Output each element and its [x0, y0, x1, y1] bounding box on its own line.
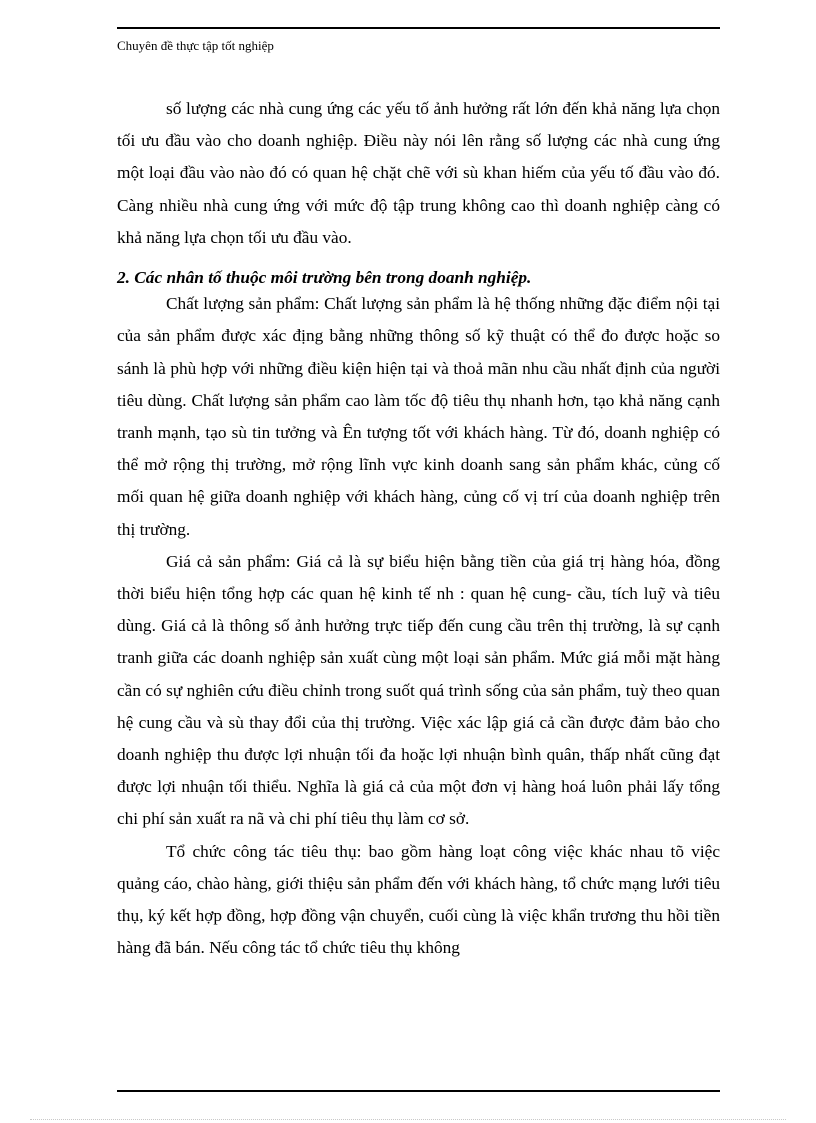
footer-rule	[117, 1090, 720, 1092]
header-rule	[117, 27, 720, 29]
paragraph-product-quality: Chất lượng sản phẩm: Chất lượng sản phẩm là hệ thống những đặc điểm nội tại của sản phẩm được xác địng bằng những thông số kỹ thuật có thể đo được hoặc so sánh là phù hợp với những điều kiện hiện tại và thoả mãn nhu cầu nhất định của người tiêu dùng. Chất lượng sản phẩm cao làm tốc độ tiêu thụ nhanh hơn, tạo khả năng cạnh tranh mạnh, tạo sù tin tưởng và Ên tượng tốt với khách hàng. Từ đó, doanh nghiệp có thể mở rộng thị trường, mở rộng lĩnh vực kinh doanh sang sản phẩm khác, củng cố mối quan hệ giữa doanh nghiệp với khách hàng, củng cố vị trí của doanh nghiệp trên thị trường.	[117, 294, 720, 539]
page-header-title: Chuyên đề thực tập tốt nghiệp	[117, 38, 274, 53]
paragraph-sales-organization: Tổ chức công tác tiêu thụ: bao gồm hàng loạt công việc khác nhau tõ việc quảng cáo, chào hàng, giới thiệu sản phẩm đến với khách hàng, tổ chức mạng lưới tiêu thụ, ký kết hợp đồng, hợp đồng vận chuyển, cuối cùng là việc khẩn trương thu hồi tiền hàng đã bán. Nếu công tác tổ chức tiêu thụ không	[117, 841, 720, 958]
document-body	[117, 93, 720, 964]
paragraph-product-price: Giá cả sản phẩm: Giá cả là sự biểu hiện bằng tiền của giá trị hàng hóa, đồng thời biểu hiện tổng hợp các quan hệ kinh tế nh : quan hệ cung- cầu, tích luỹ và tiêu dùng. Giá cả là thông số ảnh hưởng trực tiếp đến cung cầu trên thị trường, là sự cạnh tranh giữa các doanh nghiệp sản xuất cùng một loại sản phẩm. Mức giá mỗi mặt hàng cần có sự nghiên cứu điều chỉnh trong suốt quá trình sống của sản phẩm, tuỳ theo quan hệ cung cầu và sù thay đổi của thị trường. Việc xác lập giá cả cần được đảm bảo cho doanh nghiệp thu được lợi nhuận tối đa hoặc lợi nhuận bình quân, thấp nhất cũng đạt được lợi nhuận tối thiểu. Nghĩa là giá cả của một đơn vị hàng hoá luôn phải lấy tổng chi phí sản xuất ra nã và chi phí tiêu thụ làm cơ sở.	[117, 551, 720, 829]
paragraph-supplier-continued: số lượng các nhà cung ứng các yếu tố ảnh hưởng rất lớn đến khả năng lựa chọn tối ưu đầu vào cho doanh nghiệp. Điều này nói lên rằng số lượng các nhà cung ứng một loại đầu vào nào đó có quan hệ chặt chẽ với sù khan hiếm của yếu tố đầu vào đó. Càng nhiều nhà cung ứng với mức độ tập trung không cao thì doanh nghiệp càng có khả năng lựa chọn tối ưu đầu vào.	[117, 99, 720, 247]
section-heading: 2. Các nhân tố thuộc môi trường bên trong doanh nghiệp.	[117, 268, 532, 288]
page-edge-divider	[30, 1119, 786, 1120]
